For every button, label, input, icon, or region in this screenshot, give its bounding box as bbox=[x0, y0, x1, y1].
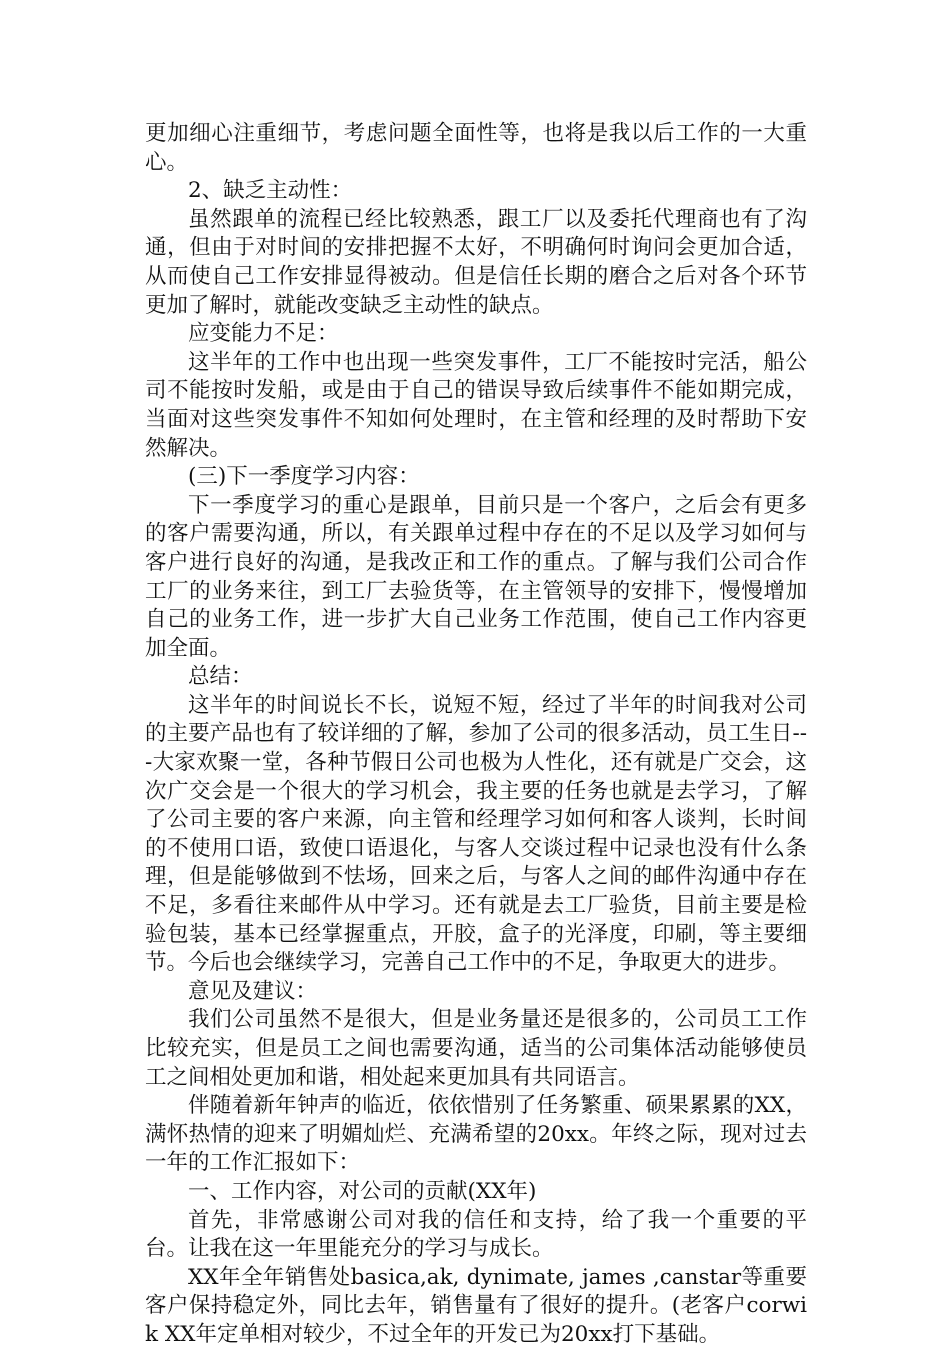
heading-next-quarter: (三)下一季度学习内容： bbox=[188, 464, 420, 490]
document-page bbox=[145, 120, 807, 1350]
paragraph-sales: XX年全年销售处basica,ak, dynimate, james ,canstar等重要客户保持稳定外，同比去年，销售量有了很好的提升。(老客户corwik XX年定单相对较少，不过全年的开发已为20xx打下基础。 bbox=[145, 1264, 807, 1347]
paragraph-adaptability: 这半年的工作中也出现一些突发事件，工厂不能按时完活，船公司不能按时发船，或是由于自己的错误导致后续事件不能如期完成，当面对这些突发事件不知如何处理时，在主管和经理的及时帮助下安然解决。 bbox=[145, 349, 807, 461]
heading-suggestions: 意见及建议： bbox=[188, 978, 318, 1004]
heading-summary: 总结： bbox=[188, 664, 253, 690]
heading-work-content: 一、工作内容，对公司的贡献(XX年) bbox=[188, 1178, 537, 1204]
paragraph-next-quarter: 下一季度学习的重心是跟单，目前只是一个客户，之后会有更多的客户需要沟通，所以，有关跟单过程中存在的不足以及学习如何与客户进行良好的沟通，是我改正和工作的重点。了解与我们公司合作工厂的业务来往，到工厂去验货等，在主管领导的安排下，慢慢增加自己的业务工作，进一步扩大自己业务工作范围，使自己工作内容更加全面。 bbox=[145, 492, 807, 661]
paragraph-1: 更加细心注重细节，考虑问题全面性等，也将是我以后工作的一大重心。 bbox=[145, 121, 807, 175]
paragraph-new-year: 伴随着新年钟声的临近，依依惜别了任务繁重、硕果累累的XX，满怀热情的迎来了明媚灿烂、充满希望的20xx。年终之际，现对过去一年的工作汇报如下： bbox=[145, 1093, 807, 1176]
paragraph-initiative: 虽然跟单的流程已经比较熟悉，跟工厂以及委托代理商也有了沟通，但由于对时间的安排把握不太好，不明确何时询问会更加合适，从而使自己工作安排显得被动。但是信任长期的磨合之后对各个环节更加了解时，就能改变缺乏主动性的缺点。 bbox=[145, 206, 807, 318]
paragraph-suggestions: 我们公司虽然不是很大，但是业务量还是很多的，公司员工工作比较充实，但是员工之间也需要沟通，适当的公司集体活动能够使员工之间相处更加和谐，相处起来更加具有共同语言。 bbox=[145, 1007, 807, 1090]
heading-adaptability: 应变能力不足： bbox=[188, 321, 339, 347]
paragraph-thanks: 首先，非常感谢公司对我的信任和支持，给了我一个重要的平台。让我在这一年里能充分的学习与成长。 bbox=[145, 1207, 807, 1262]
paragraph-summary: 这半年的时间说长不长，说短不短，经过了半年的时间我对公司的主要产品也有了较详细的了解，参加了公司的很多活动，员工生日---大家欢聚一堂，各种节假日公司也极为人性化，还有就是广交会，这次广交会是一个很大的学习机会，我主要的任务也就是去学习，了解了公司主要的客户来源，向主管和经理学习如何和客人谈判，长时间的不使用口语，致使口语退化，与客人交谈过程中记录也没有什么条理，但是能够做到不怯场，回来之后，与客人之间的邮件沟通中存在不足，多看往来邮件从中学习。还有就是去工厂验货，目前主要是检验包装，基本已经掌握重点，开胶，盒子的光泽度，印刷，等主要细节。今后也会继续学习，完善自己工作中的不足，争取更大的进步。 bbox=[145, 692, 807, 976]
heading-lack-initiative: 2、缺乏主动性： bbox=[188, 178, 353, 204]
